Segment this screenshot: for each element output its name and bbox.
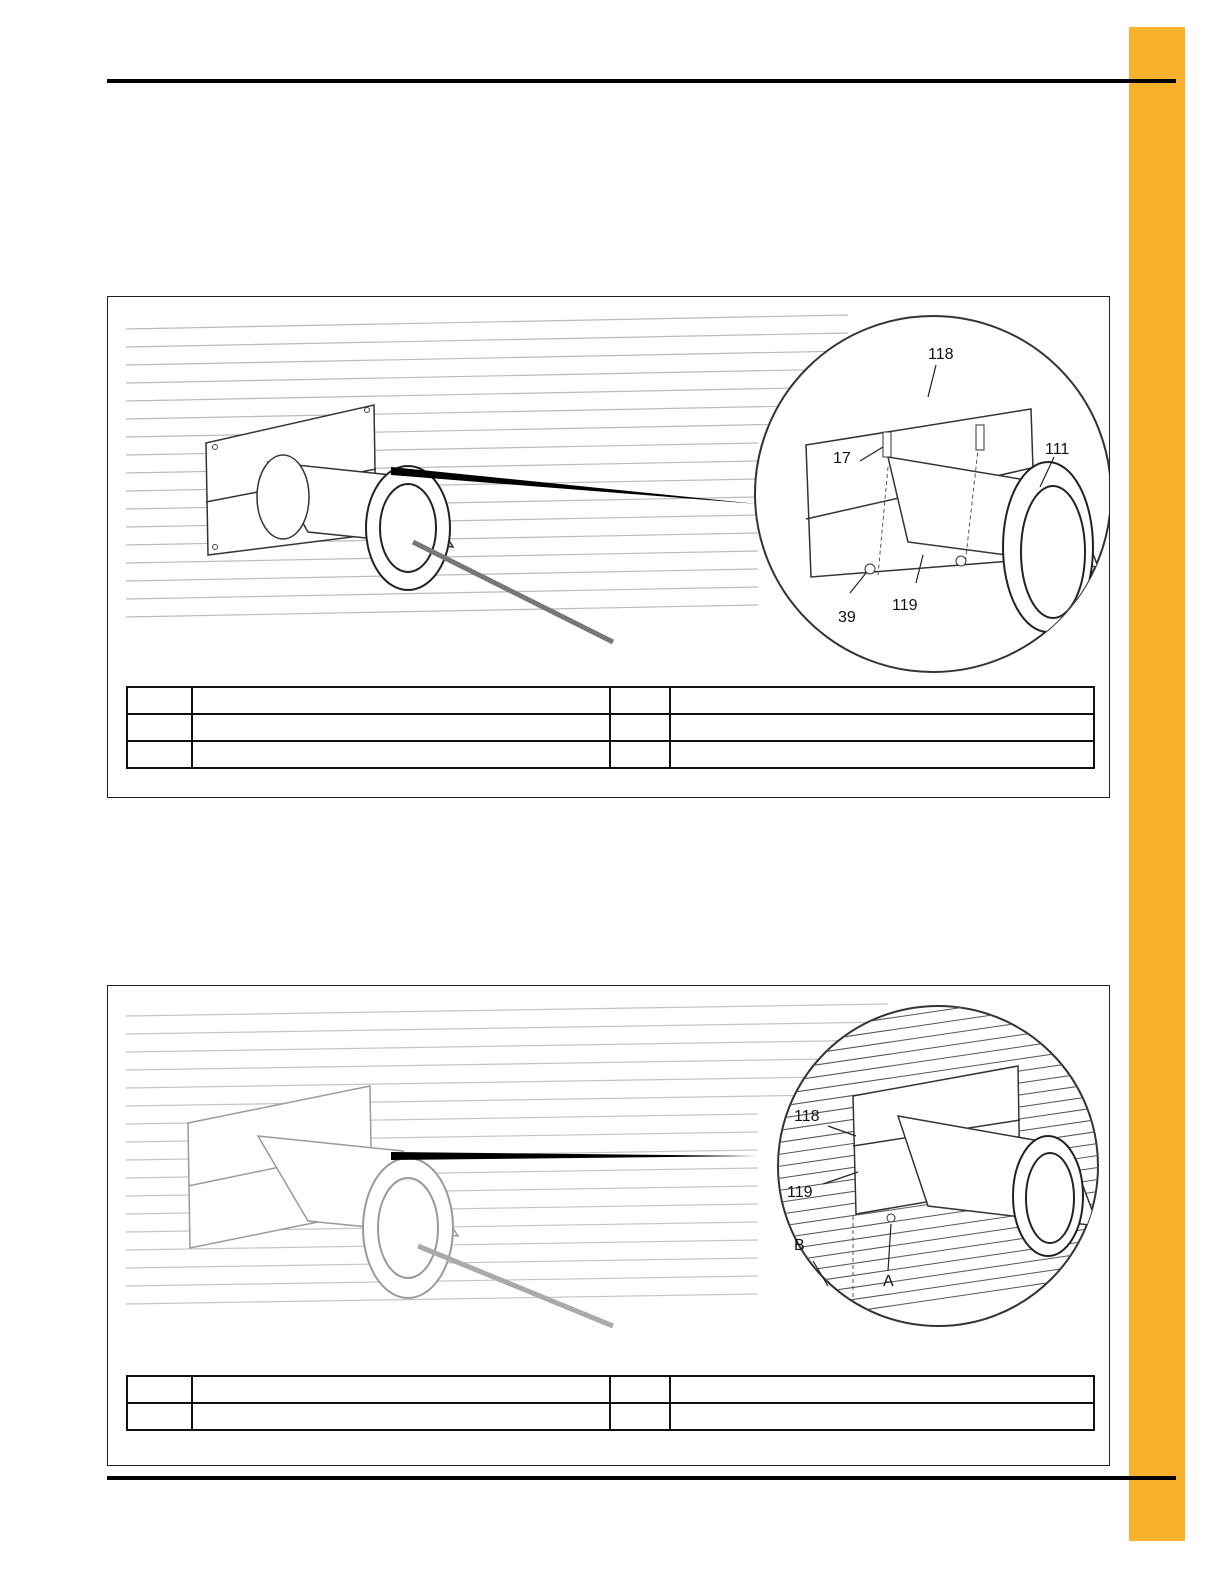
callout-111: 111 (1045, 441, 1070, 458)
cell (192, 741, 610, 768)
auger-shaft (413, 542, 613, 642)
cell (610, 714, 670, 741)
cell (127, 687, 192, 714)
cell (192, 687, 610, 714)
table-row (127, 687, 1094, 714)
footer-rule (107, 1476, 1176, 1480)
cell (127, 741, 192, 768)
cell (192, 714, 610, 741)
cell (610, 1403, 670, 1430)
cell (127, 1403, 192, 1430)
header-rule (107, 79, 1176, 83)
cell (670, 1403, 1094, 1430)
cell (610, 687, 670, 714)
parts-table-2 (126, 1375, 1095, 1431)
callout-119: 119 (787, 1184, 813, 1201)
table-row (127, 741, 1094, 768)
table-row (127, 1376, 1094, 1403)
cell (610, 1376, 670, 1403)
callout-119: 119 (892, 597, 918, 614)
cell (127, 714, 192, 741)
callout-b: B (794, 1237, 805, 1254)
cell (670, 687, 1094, 714)
cell (192, 1376, 610, 1403)
callout-a: A (883, 1273, 894, 1290)
callout-39: 39 (838, 609, 856, 626)
cell (670, 1376, 1094, 1403)
chapter-side-tab (1129, 27, 1185, 1541)
cell (670, 741, 1094, 768)
cell (670, 714, 1094, 741)
callout-17: 17 (833, 450, 851, 467)
table-row (127, 714, 1094, 741)
table-row (127, 1403, 1094, 1430)
callout-118: 118 (928, 346, 954, 363)
parts-table-1 (126, 686, 1095, 769)
cell (127, 1376, 192, 1403)
figure-2-illustration (108, 986, 1109, 1371)
callout-118: 118 (794, 1108, 820, 1125)
figure-1-illustration (108, 297, 1109, 682)
cell (192, 1403, 610, 1430)
cell (610, 741, 670, 768)
figure-1 (107, 296, 1110, 798)
figure-2 (107, 985, 1110, 1466)
